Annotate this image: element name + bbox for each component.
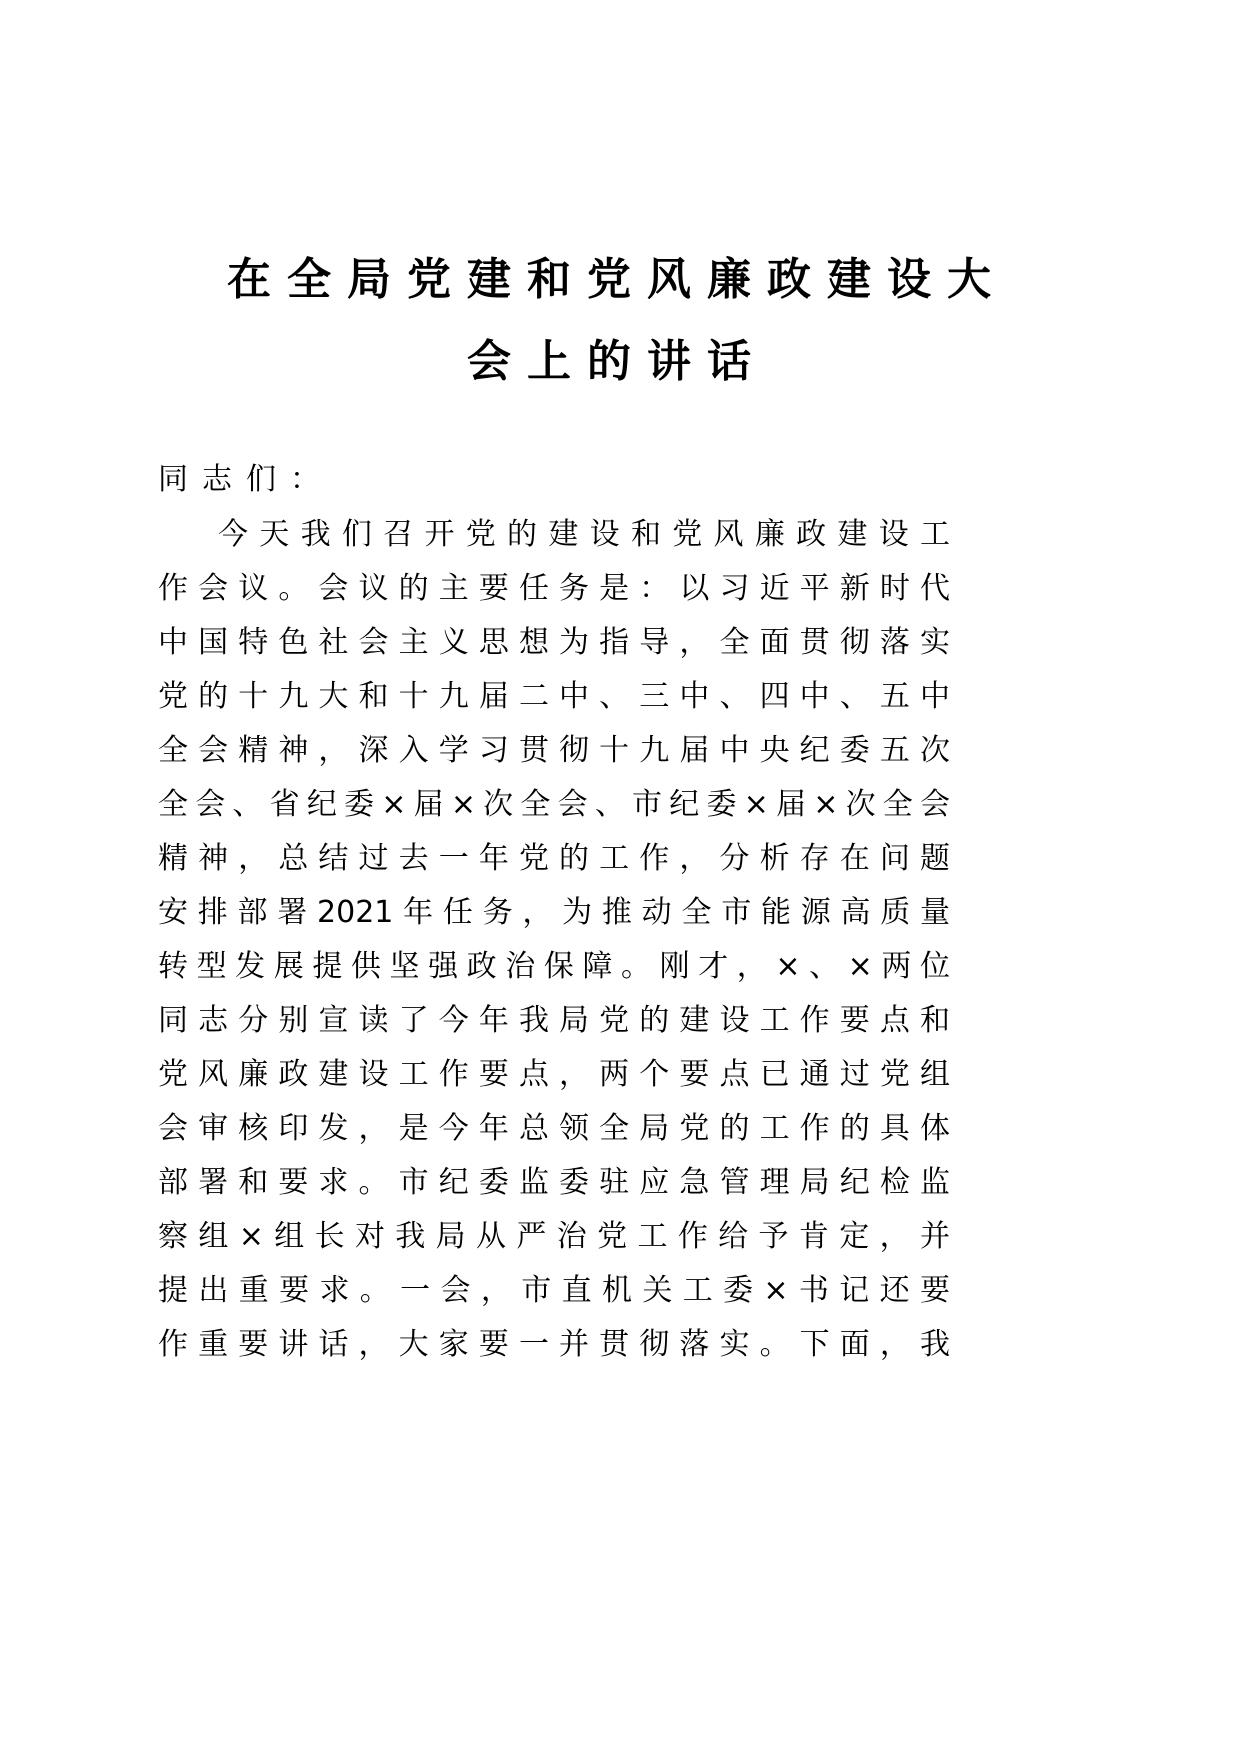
paragraph-line: 中国特色社会主义思想为指导，全面贯彻落实 xyxy=(158,625,950,660)
paragraph-line: 作会议。会议的主要任务是：以习近平新时代 xyxy=(158,571,950,606)
document-title-line-1: 在全局党建和党风廉政建设大 xyxy=(227,254,1007,305)
paragraph-line: 党的十九大和十九届二中、三中、四中、五中 xyxy=(158,679,950,714)
paragraph-line: 作重要讲话，大家要一并贯彻落实。下面，我 xyxy=(158,1327,950,1362)
paragraph xyxy=(158,508,950,1372)
paragraph-line: 党风廉政建设工作要点，两个要点已通过党组 xyxy=(158,1057,950,1092)
paragraph-line: 察组×组长对我局从严治党工作给予肯定，并 xyxy=(158,1219,950,1254)
paragraph-line: 转型发展提供坚强政治保障。刚才，×、×两位 xyxy=(158,949,950,984)
paragraph-line: 今天我们召开党的建设和党风廉政建设工 xyxy=(218,517,950,552)
paragraph-line: 同志分别宣读了今年我局党的建设工作要点和 xyxy=(158,1003,950,1038)
paragraph-line: 提出重要求。一会，市直机关工委×书记还要 xyxy=(158,1273,950,1308)
document-title-line-2: 会上的讲话 xyxy=(467,336,767,387)
paragraph-line: 精神，总结过去一年党的工作，分析存在问题 xyxy=(158,841,950,876)
paragraph-line: 部署和要求。市纪委监委驻应急管理局纪检监 xyxy=(158,1165,950,1200)
paragraph-line: 会审核印发，是今年总领全局党的工作的具体 xyxy=(158,1111,950,1146)
paragraph-line: 全会精神，深入学习贯彻十九届中央纪委五次 xyxy=(158,733,950,768)
paragraph-line: 全会、省纪委×届×次全会、市纪委×届×次全会 xyxy=(158,787,950,822)
paragraph-line: 安排部署2021年任务，为推动全市能源高质量 xyxy=(158,895,950,930)
greeting: 同志们： xyxy=(158,462,334,497)
